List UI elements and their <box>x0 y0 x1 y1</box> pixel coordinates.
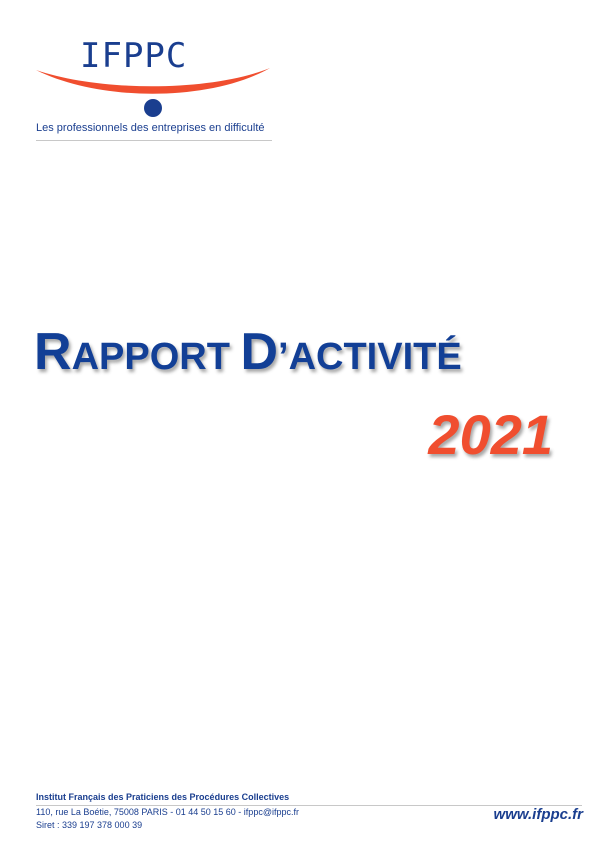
title-initial-d: D <box>240 323 279 381</box>
footer-address: 110, rue La Boétie, 75008 PARIS - 01 44 50 15 60 - ifppc@ifppc.fr <box>36 807 299 817</box>
logo-tagline: Les professionnels des entreprises en difficulté <box>36 122 265 134</box>
logo-dot-icon <box>144 99 162 117</box>
title-word-rapport: APPORT <box>71 336 241 378</box>
logo-wordmark: IFPPC <box>80 36 188 76</box>
footer-website-link[interactable]: www.ifppc.fr <box>493 806 583 823</box>
tagline-divider <box>36 140 272 141</box>
report-year: 2021 <box>428 403 553 466</box>
footer-organization: Institut Français des Praticiens des Procédures Collectives <box>36 792 290 802</box>
title-initial-r: R <box>34 323 72 381</box>
title-word-activite: ’ACTIVITÉ <box>278 336 462 378</box>
logo-swoosh-icon <box>30 60 280 122</box>
report-title <box>34 323 462 381</box>
footer-siret: Siret : 339 197 378 000 39 <box>36 820 143 830</box>
